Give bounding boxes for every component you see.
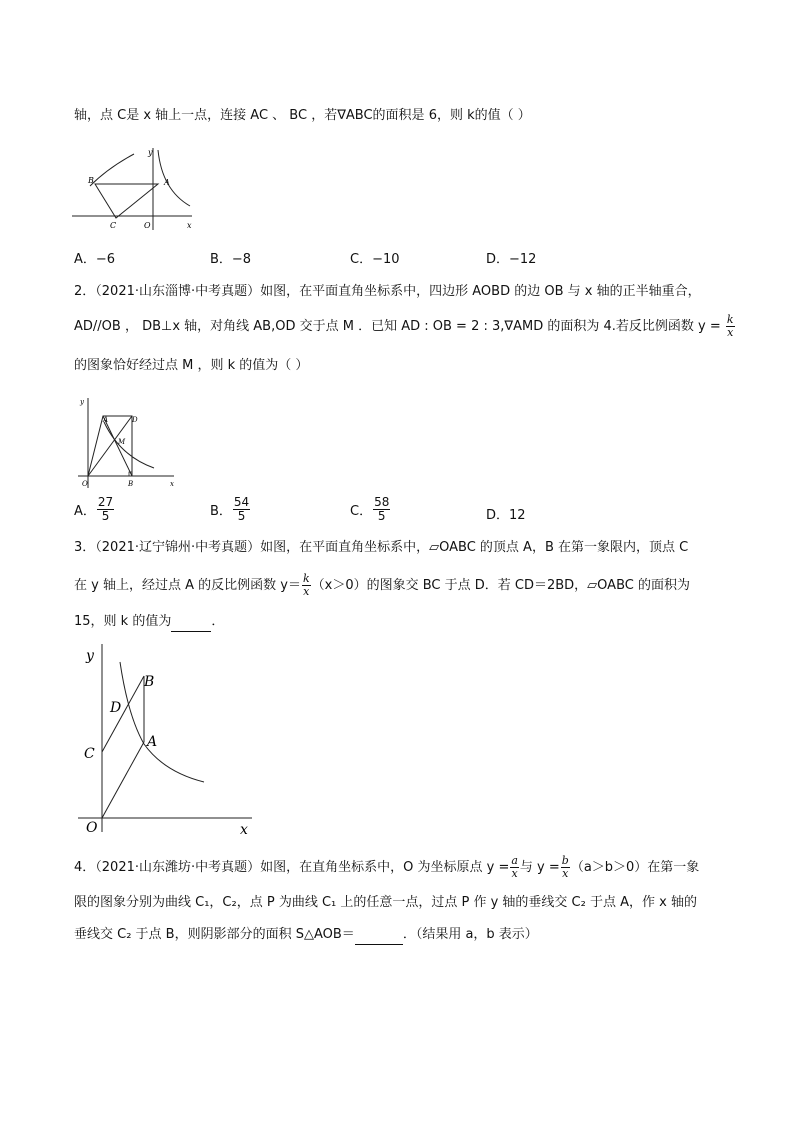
q2-option-c <box>350 496 391 523</box>
q2-option-c-num: 58 <box>374 495 390 509</box>
q4-line3-text: 垂线交 C₂ 于点 B，则阴影部分的面积 S△AOB＝ <box>74 927 355 942</box>
q1-figure <box>68 146 198 232</box>
q2-option-a <box>74 496 115 523</box>
q4-line3-end: ．（结果用 a，b 表示） <box>402 927 538 942</box>
q2-option-a-den: 5 <box>101 509 110 523</box>
q2-fig-A: A <box>103 416 109 424</box>
q2-fig-D: D <box>132 416 138 424</box>
q3-fig-C: C <box>84 746 95 762</box>
q3-fig-B: B <box>144 674 155 690</box>
q2-option-c-letter: C． <box>350 504 373 519</box>
q3-line3 <box>74 612 224 632</box>
q2-option-b-letter: B． <box>210 504 232 519</box>
q3-line3-text: 15，则 k 的值为 <box>74 614 172 629</box>
q2-option-c-frac <box>373 496 390 523</box>
q2-line3: 的图象恰好经过点 M ，则 k 的值为（ ） <box>74 358 309 373</box>
q2-fig-O: O <box>82 480 88 488</box>
q1-option-c: C．−10 <box>350 252 400 267</box>
q2-fraction <box>726 314 735 339</box>
q4-fraction-a <box>510 855 519 880</box>
q4-line1 <box>74 855 699 880</box>
q3-answer-blank[interactable] <box>171 617 211 632</box>
q3-fig-O: O <box>86 820 98 836</box>
q2-frac-den: x <box>727 326 734 339</box>
q4-frac-b-den: x <box>562 867 569 880</box>
q2-fig-x: x <box>170 480 174 488</box>
q2-option-d-letter: D． <box>486 508 510 523</box>
q2-fig-B: B <box>128 480 134 488</box>
q4-line1-a: 4．（2021·山东潍坊·中考真题）如图，在直角坐标系中，O 为坐标原点 y = <box>74 860 510 875</box>
q3-frac-num: k <box>302 572 310 585</box>
q4-frac-a-num: a <box>511 854 518 867</box>
q4-line2: 限的图象分别为曲线 C₁，C₂，点 P 为曲线 C₁ 上的任意一点，过点 P 作 y 轴的垂线交 C₂ 于点 A，作 x 轴的 <box>74 895 697 910</box>
q2-option-b-frac <box>233 496 250 523</box>
q2-option-a-letter: A． <box>74 504 96 519</box>
q2-option-c-den: 5 <box>377 509 386 523</box>
q2-option-b <box>210 496 251 523</box>
q2-option-a-frac <box>97 496 114 523</box>
q1-text: 轴，点 C是 x 轴上一点，连接 AC 、 BC ，若∇ABC的面积是 6，则 k的值（ ） <box>74 108 531 123</box>
q1-option-b: B．−8 <box>210 252 252 267</box>
q2-line2 <box>74 314 736 339</box>
q3-line3-end: ． <box>211 614 225 629</box>
q2-fig-M: M <box>118 438 126 446</box>
q3-line2-a: 在 y 轴上，经过点 A 的反比例函数 y＝ <box>74 578 301 593</box>
q3-fig-y: y <box>86 648 94 664</box>
q3-fig-x: x <box>240 822 248 838</box>
q2-line1: 2．（2021·山东淄博·中考真题）如图，在平面直角坐标系中，四边形 AOBD 的边 OB 与 x 轴的正半轴重合， <box>74 284 701 299</box>
q1-option-d: D．−12 <box>486 252 537 267</box>
q4-line3 <box>74 925 538 945</box>
q4-fraction-b <box>561 855 570 880</box>
q2-fig-y: y <box>80 398 84 406</box>
q1-fig-O: O <box>144 221 151 230</box>
q1-fig-x: x <box>187 221 192 230</box>
q2-frac-num: k <box>726 313 734 326</box>
q2-line2-text: AD//OB ， DB⊥x 轴，对角线 AB,OD 交于点 M ．已知 AD : OB = 2 : 3,∇AMD 的面积为 4.若反比例函数 y = <box>74 319 721 334</box>
q4-answer-blank[interactable] <box>355 930 403 945</box>
q1-fig-A: A <box>164 178 170 187</box>
q1-fig-C: C <box>110 221 117 230</box>
q4-frac-b-num: b <box>561 854 569 867</box>
q1-fig-B: B <box>88 176 94 185</box>
q2-option-b-den: 5 <box>237 509 246 523</box>
q3-line2-b: （x＞0）的图象交 BC 于点 D．若 CD＝2BD，▱OABC 的面积为 <box>311 578 690 593</box>
q4-line1-b: （a＞b＞0）在第一象 <box>570 860 700 875</box>
q3-fig-D: D <box>110 700 122 716</box>
q3-fig-A: A <box>147 734 158 750</box>
q2-option-d <box>486 504 526 523</box>
q3-figure <box>72 640 262 840</box>
q3-line1: 3．（2021·辽宁锦州·中考真题）如图，在平面直角坐标系中，▱OABC 的顶点 A，B 在第一象限内，顶点 C <box>74 540 689 555</box>
q1-fig-y: y <box>148 148 153 157</box>
q2-option-b-num: 54 <box>233 495 250 509</box>
q3-fraction <box>302 573 311 598</box>
q2-figure <box>70 392 180 490</box>
q1-option-a: A．−6 <box>74 252 116 267</box>
q2-option-a-num: 27 <box>97 495 114 509</box>
q4-frac-a-den: x <box>511 867 518 880</box>
q3-line2 <box>74 573 690 598</box>
q3-frac-den: x <box>303 585 310 598</box>
q4-line1-mid: 与 y = <box>519 860 560 875</box>
q2-option-d-text: 12 <box>509 508 526 523</box>
